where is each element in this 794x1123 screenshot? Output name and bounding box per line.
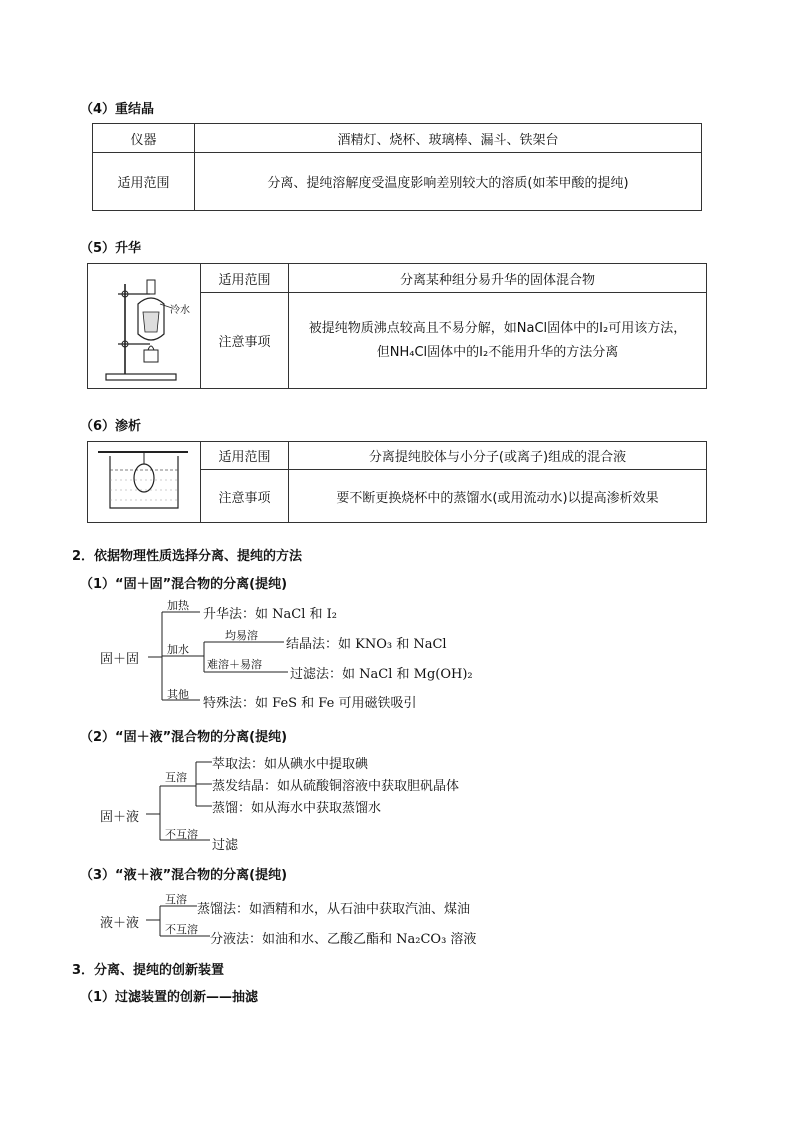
table-label-notes: 注意事项: [201, 470, 289, 523]
table-label-scope: 适用范围: [201, 264, 289, 293]
table-value-instruments: 酒精灯、烧杯、玻璃棒、漏斗、铁架台: [195, 124, 702, 153]
section-3-heading: 3．分离、提纯的创新装置: [72, 963, 225, 978]
result-evaporation: 蒸发结晶：如从硫酸铜溶液中获取胆矾晶体: [212, 779, 460, 794]
branch-water: 加水: [167, 643, 189, 656]
branch-heat: 加热: [167, 599, 189, 612]
result-special: 特殊法：如 FeS 和 Fe 可用磁铁吸引: [203, 696, 417, 711]
branch-mutual: 互溶: [165, 893, 187, 906]
solid-solid-heading: （1）“固＋固”混合物的分离(提纯): [80, 577, 288, 592]
branch-immiscible: 不互溶: [165, 828, 198, 841]
liquid-liquid-heading: （3）“液＋液”混合物的分离(提纯): [80, 868, 288, 883]
table-value-notes: 要不断更换烧杯中的蒸馏水(或用流动水)以提高渗析效果: [289, 470, 707, 523]
result-distillation: 蒸馏法：如酒精和水，从石油中获取汽油、煤油: [197, 902, 471, 917]
branch-mutual: 互溶: [165, 771, 187, 784]
result-extraction: 萃取法：如从碘水中提取碘: [212, 757, 369, 772]
table-label-instruments: 仪器: [93, 124, 195, 153]
table-value-scope: 分离某种组分易升华的固体混合物: [289, 264, 707, 293]
cold-water-label: 冷水: [170, 305, 190, 316]
tree-root: 固＋液: [100, 810, 140, 825]
result-liquid-separation: 分液法：如油和水、乙酸乙酯和 Na₂CO₃ 溶液: [210, 932, 477, 947]
branch-other: 其他: [167, 688, 189, 701]
tree-root: 液＋液: [100, 916, 140, 931]
branch-mixed: 难溶＋易溶: [207, 658, 262, 671]
table-value-scope: 分离提纯胶体与小分子(或离子)组成的混合液: [289, 442, 707, 470]
result-filter: 过滤: [212, 838, 239, 853]
solid-liquid-heading: （2）“固＋液”混合物的分离(提纯): [80, 730, 288, 745]
table-label-scope: 适用范围: [201, 442, 289, 470]
result-sublimation: 升华法：如 NaCl 和 I₂: [203, 607, 337, 622]
branch-soluble: 均易溶: [225, 629, 258, 642]
table-label-scope: 适用范围: [93, 153, 195, 211]
vacuum-filtration-heading: （1）过滤装置的创新——抽滤: [80, 990, 259, 1005]
section-2-heading: 2．依据物理性质选择分离、提纯的方法: [72, 549, 303, 564]
result-distillation: 蒸馏：如从海水中获取蒸馏水: [212, 801, 382, 816]
tree-root: 固＋固: [100, 652, 140, 667]
result-filtration: 过滤法：如 NaCl 和 Mg(OH)₂: [290, 667, 473, 682]
result-crystallization: 结晶法：如 KNO₃ 和 NaCl: [286, 637, 447, 652]
table-value-scope: 分离、提纯溶解度受温度影响差别较大的溶质(如苯甲酸的提纯): [195, 153, 702, 211]
section-4-heading: （4）重结晶: [80, 102, 155, 117]
section-6-heading: （6）渗析: [80, 419, 142, 434]
section-5-heading: （5）升华: [80, 241, 142, 256]
notes-line-1: 被提纯物质沸点较高且不易分解，如NaCl固体中的I₂可用该方法，: [308, 320, 687, 336]
table-label-notes: 注意事项: [201, 293, 289, 389]
notes-line-2: 但NH₄Cl固体中的I₂不能用升华的方法分离: [376, 344, 619, 360]
branch-immiscible: 不互溶: [165, 923, 198, 936]
